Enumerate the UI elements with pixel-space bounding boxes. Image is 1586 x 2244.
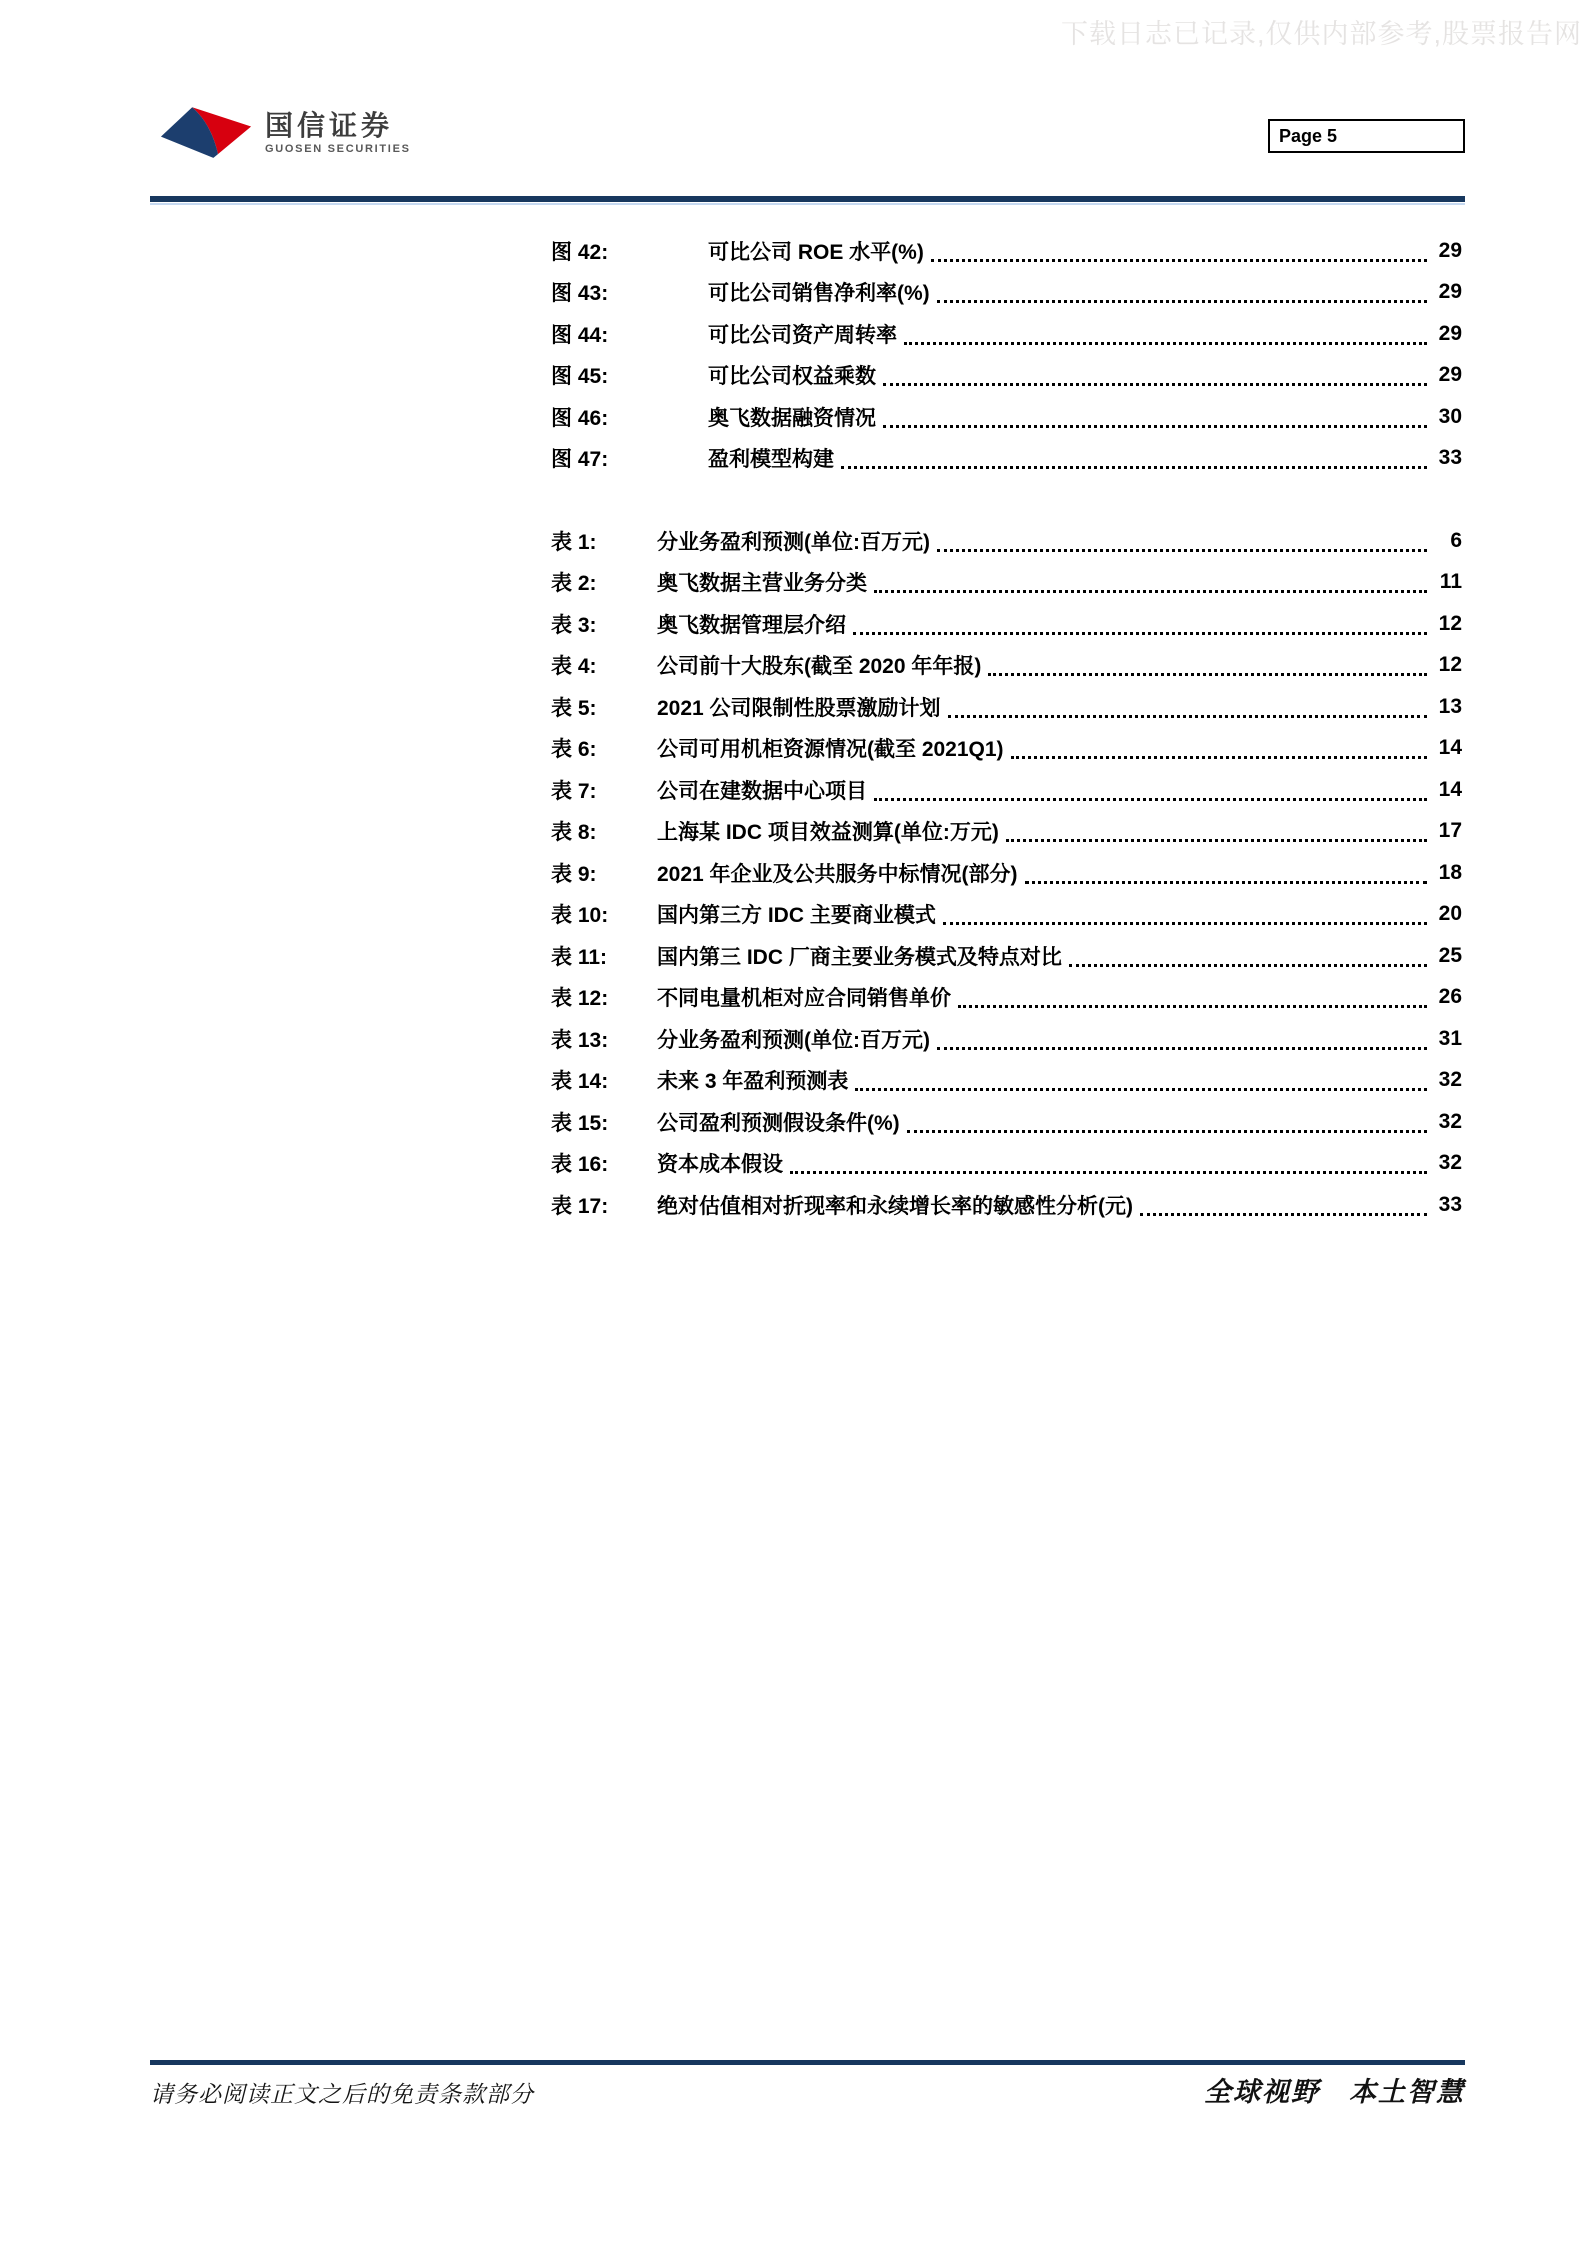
toc-entry-label: 图 46: <box>551 406 609 430</box>
toc-entry-label: 图 47: <box>551 448 609 472</box>
toc-entry-label: 图 44: <box>551 323 609 347</box>
dot-leader <box>988 673 1427 676</box>
dot-leader <box>855 1088 1427 1091</box>
table-toc-row[interactable] <box>551 935 1462 977</box>
toc-entry-page: 31 <box>1438 1026 1462 1050</box>
toc-entry-label: 表 14: <box>551 1070 609 1094</box>
guosen-logo-icon <box>160 106 252 160</box>
dot-leader <box>874 590 1427 593</box>
toc-entry-title: 可比公司销售净利率(%) <box>708 282 930 306</box>
logo-text-cn: 国信证券 <box>265 110 394 141</box>
toc-entry-page: 29 <box>1438 280 1462 304</box>
toc-entry-label: 表 10: <box>551 904 609 928</box>
toc-entry-page: 32 <box>1438 1109 1462 1133</box>
logo-text-en: GUOSEN SECURITIES <box>265 143 411 155</box>
table-toc-row[interactable] <box>551 603 1462 645</box>
toc-entry-title: 奥飞数据主营业务分类 <box>657 572 867 596</box>
table-toc-row[interactable] <box>551 562 1462 604</box>
toc-entry-page: 17 <box>1438 819 1462 843</box>
toc-entry-label: 表 15: <box>551 1111 609 1135</box>
toc-entry-title: 可比公司 ROE 水平(%) <box>708 240 924 264</box>
page-number-label: Page 5 <box>1279 125 1338 146</box>
toc-entry-page: 29 <box>1438 321 1462 345</box>
dot-leader <box>904 342 1427 345</box>
toc-entry-title: 2021 年企业及公共服务中标情况(部分) <box>657 862 1018 886</box>
toc-entry-page: 32 <box>1438 1068 1462 1092</box>
toc-entry-title: 可比公司资产周转率 <box>708 323 897 347</box>
toc-entry-label: 表 8: <box>551 821 597 845</box>
toc-tables-list <box>551 520 1462 1226</box>
figure-toc-row[interactable] <box>551 355 1462 397</box>
toc-entry-title: 可比公司权益乘数 <box>708 365 876 389</box>
guosen-logo <box>160 106 411 160</box>
page-number-box <box>1268 119 1465 153</box>
table-toc-row[interactable] <box>551 769 1462 811</box>
figure-toc-row[interactable] <box>551 396 1462 438</box>
toc-entry-page: 33 <box>1438 446 1462 470</box>
dot-leader <box>883 383 1427 386</box>
toc-section-gap <box>551 479 1462 520</box>
toc-entry-page: 29 <box>1438 238 1462 262</box>
table-toc-row[interactable] <box>551 811 1462 853</box>
toc-entry-title: 未来 3 年盈利预测表 <box>657 1070 849 1094</box>
dot-leader <box>931 259 1427 262</box>
toc-entry-page: 20 <box>1438 902 1462 926</box>
table-toc-row[interactable] <box>551 1143 1462 1185</box>
toc-entry-title: 公司盈利预测假设条件(%) <box>657 1111 900 1135</box>
dot-leader <box>907 1130 1427 1133</box>
dot-leader <box>937 300 1427 303</box>
toc-entry-label: 图 42: <box>551 240 609 264</box>
figure-toc-row[interactable] <box>551 313 1462 355</box>
dot-leader <box>874 798 1427 801</box>
toc-figures-list <box>551 230 1462 479</box>
table-toc-row[interactable] <box>551 1184 1462 1226</box>
toc-entry-title: 分业务盈利预测(单位:百万元) <box>657 1028 930 1052</box>
toc-entry-page: 33 <box>1438 1192 1462 1216</box>
toc-entry-title: 绝对估值相对折现率和永续增长率的敏感性分析(元) <box>657 1194 1133 1218</box>
table-toc-row[interactable] <box>551 686 1462 728</box>
toc-entry-label: 表 4: <box>551 655 597 679</box>
table-toc-row[interactable] <box>551 852 1462 894</box>
dot-leader <box>1025 881 1427 884</box>
dot-leader <box>943 922 1427 925</box>
toc-entry-page: 26 <box>1438 985 1462 1009</box>
footer-slogan: 全球视野 本土智慧 <box>1204 2077 1465 2107</box>
toc-entry-label: 表 11: <box>551 945 608 969</box>
dot-leader <box>883 425 1427 428</box>
footer-rule <box>150 2060 1465 2065</box>
toc-entry-title: 2021 公司限制性股票激励计划 <box>657 696 941 720</box>
figure-toc-row[interactable] <box>551 272 1462 314</box>
dot-leader <box>937 1047 1427 1050</box>
table-toc-row[interactable] <box>551 1060 1462 1102</box>
toc-entry-title: 奥飞数据管理层介绍 <box>657 613 846 637</box>
footer-disclaimer: 请务必阅读正文之后的免责条款部分 <box>150 2081 534 2107</box>
table-toc-row[interactable] <box>551 894 1462 936</box>
toc-entry-page: 14 <box>1438 777 1462 801</box>
toc-entry-title: 不同电量机柜对应合同销售单价 <box>657 987 951 1011</box>
dot-leader <box>1069 964 1427 967</box>
dot-leader <box>790 1171 1427 1174</box>
toc-entry-label: 图 43: <box>551 282 609 306</box>
toc-entry-title: 奥飞数据融资情况 <box>708 406 876 430</box>
table-toc-row[interactable] <box>551 977 1462 1019</box>
toc-entry-title: 资本成本假设 <box>657 1153 783 1177</box>
toc-entry-page: 14 <box>1438 736 1462 760</box>
dot-leader <box>948 715 1427 718</box>
toc-entry-title: 公司可用机柜资源情况(截至 2021Q1) <box>657 738 1004 762</box>
toc-entry-label: 表 17: <box>551 1194 609 1218</box>
toc-entry-title: 上海某 IDC 项目效益测算(单位:万元) <box>657 821 999 845</box>
toc-entry-title: 公司前十大股东(截至 2020 年年报) <box>657 655 982 679</box>
table-toc-row[interactable] <box>551 520 1462 562</box>
toc-entry-title: 国内第三方 IDC 主要商业模式 <box>657 904 936 928</box>
dot-leader <box>853 632 1427 635</box>
toc-entry-page: 30 <box>1438 404 1462 428</box>
dot-leader <box>958 1005 1427 1008</box>
dot-leader <box>1006 839 1427 842</box>
toc-entry-title: 公司在建数据中心项目 <box>657 779 867 803</box>
toc-entry-page: 32 <box>1438 1151 1462 1175</box>
toc-entry-page: 25 <box>1438 943 1462 967</box>
toc-entry-label: 表 5: <box>551 696 597 720</box>
dot-leader <box>1011 756 1427 759</box>
toc-entry-label: 表 16: <box>551 1153 609 1177</box>
table-toc-row[interactable] <box>551 1018 1462 1060</box>
figure-toc-row[interactable] <box>551 230 1462 272</box>
dot-leader <box>841 466 1427 469</box>
dot-leader <box>937 549 1427 552</box>
figure-toc-row[interactable] <box>551 438 1462 480</box>
toc-entry-page: 18 <box>1438 860 1462 884</box>
table-toc-row[interactable] <box>551 728 1462 770</box>
dot-leader <box>1140 1213 1427 1216</box>
header-rule <box>150 196 1465 205</box>
table-toc-row[interactable] <box>551 1101 1462 1143</box>
toc-entry-page: 6 <box>1450 528 1462 552</box>
table-of-contents <box>551 230 1462 1226</box>
toc-entry-label: 表 7: <box>551 779 597 803</box>
toc-entry-page: 13 <box>1438 694 1462 718</box>
toc-entry-title: 分业务盈利预测(单位:百万元) <box>657 530 930 554</box>
toc-entry-title: 盈利模型构建 <box>708 448 834 472</box>
toc-entry-label: 表 2: <box>551 572 597 596</box>
toc-entry-page: 11 <box>1439 570 1462 594</box>
toc-entry-page: 29 <box>1438 363 1462 387</box>
toc-entry-label: 表 9: <box>551 862 597 886</box>
toc-entry-page: 12 <box>1438 653 1462 677</box>
toc-entry-label: 表 3: <box>551 613 597 637</box>
toc-entry-label: 图 45: <box>551 365 609 389</box>
watermark-text: 下载日志已记录,仅供内部参考,股票报告网 <box>1060 19 1582 49</box>
toc-entry-label: 表 1: <box>551 530 597 554</box>
toc-entry-page: 12 <box>1438 611 1462 635</box>
toc-entry-label: 表 12: <box>551 987 609 1011</box>
toc-entry-label: 表 13: <box>551 1028 609 1052</box>
toc-entry-label: 表 6: <box>551 738 597 762</box>
toc-entry-title: 国内第三 IDC 厂商主要业务模式及特点对比 <box>657 945 1062 969</box>
table-toc-row[interactable] <box>551 645 1462 687</box>
